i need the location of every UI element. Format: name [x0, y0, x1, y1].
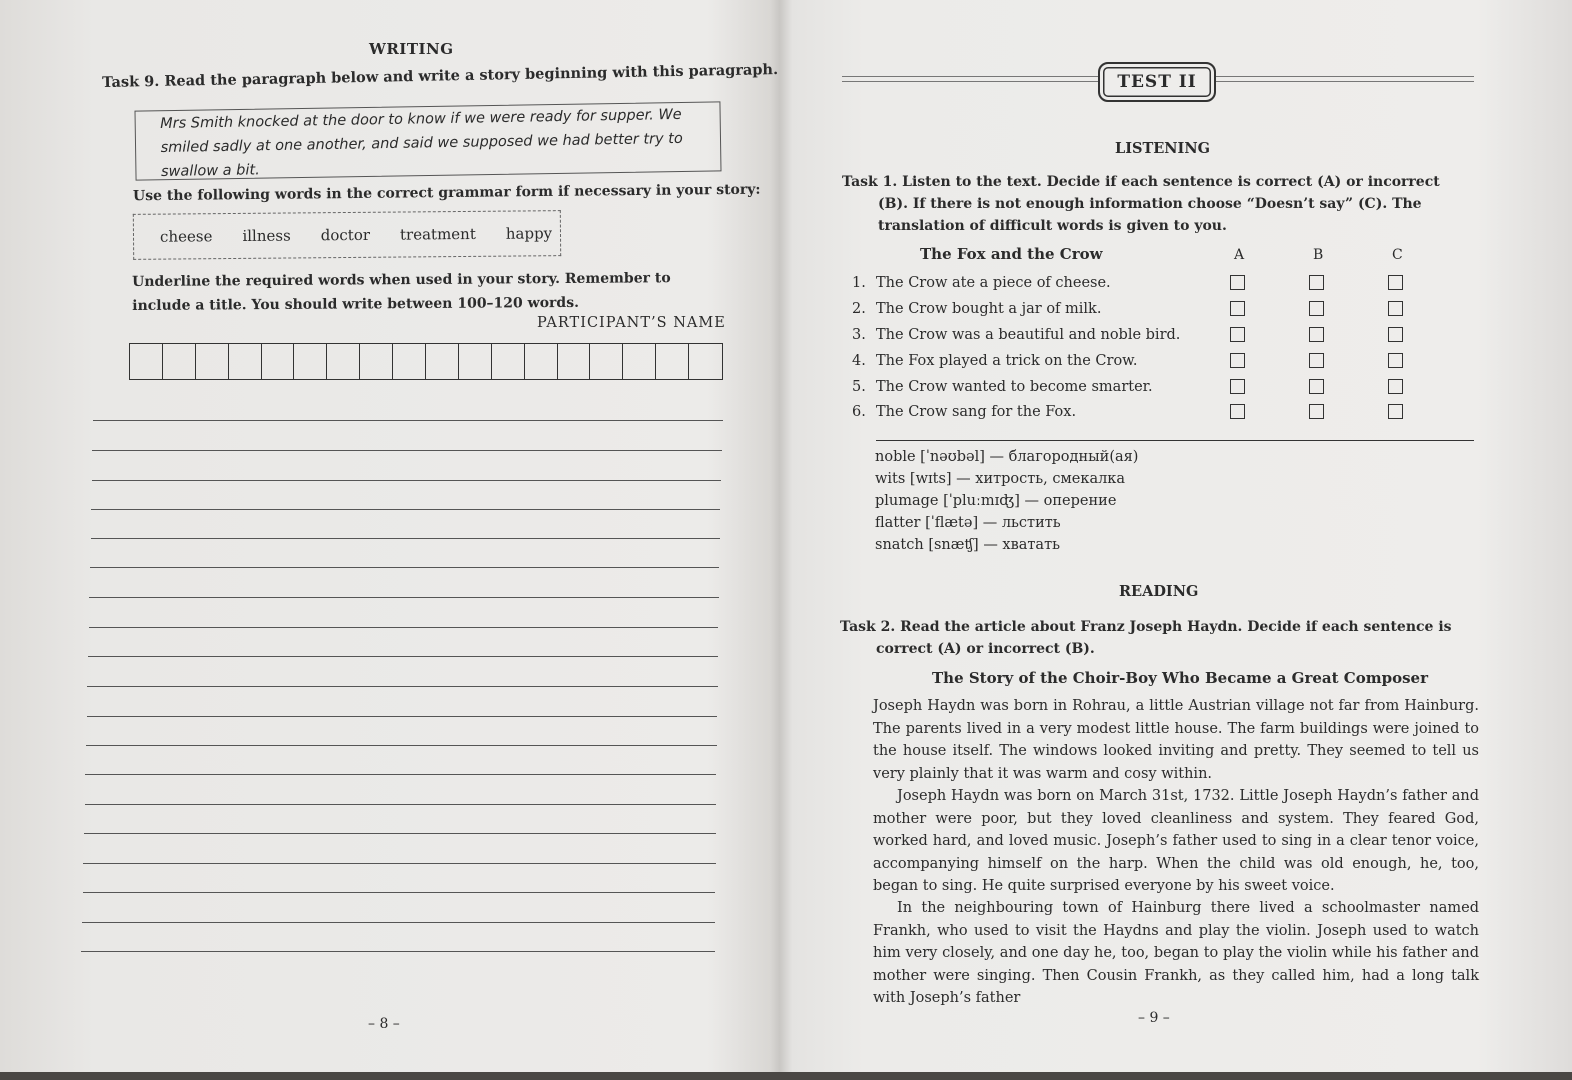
title-rule-left: [842, 76, 1098, 82]
writing-line[interactable]: [91, 509, 720, 510]
statement-number: 2.: [852, 301, 866, 317]
name-cell[interactable]: [229, 344, 262, 379]
name-cell[interactable]: [558, 344, 591, 379]
writing-heading: WRITING: [369, 40, 454, 58]
answer-checkbox-5c[interactable]: [1388, 379, 1403, 394]
name-cell[interactable]: [163, 344, 196, 379]
answer-checkbox-4b[interactable]: [1309, 353, 1324, 368]
answer-checkbox-1b[interactable]: [1309, 275, 1324, 290]
statement-text: The Crow was a beautiful and noble bird.: [876, 327, 1181, 343]
name-cell[interactable]: [590, 344, 623, 379]
writing-line[interactable]: [87, 686, 718, 687]
writing-line[interactable]: [83, 863, 716, 864]
story-title: The Story of the Choir-Boy Who Became a Great Composer: [932, 669, 1428, 687]
answer-checkbox-6a[interactable]: [1230, 404, 1245, 419]
answer-checkbox-2c[interactable]: [1388, 301, 1403, 316]
writing-line[interactable]: [92, 450, 722, 451]
glossary-entry: snatch [snæʧ] — хватать: [875, 537, 1060, 553]
test-title: TEST II: [1098, 62, 1216, 102]
statement-row: [852, 404, 1076, 420]
reading-heading: READING: [1119, 583, 1199, 600]
statement-number: 4.: [852, 353, 866, 369]
glossary-divider: [876, 440, 1474, 441]
page-number: – 9 –: [1138, 1010, 1170, 1026]
answer-checkbox-3a[interactable]: [1230, 327, 1245, 342]
page-number: – 8 –: [368, 1016, 400, 1032]
writing-line[interactable]: [93, 420, 723, 421]
statement-number: 6.: [852, 404, 866, 420]
glossary-entry: wits [wɪts] — хитрость, смекалка: [875, 471, 1126, 487]
listening-heading: LISTENING: [1115, 140, 1210, 157]
word-item: cheese: [159, 227, 213, 246]
word-item: illness: [242, 226, 291, 245]
writing-line[interactable]: [87, 716, 717, 717]
answer-checkbox-1a[interactable]: [1230, 275, 1245, 290]
statement-row: [852, 301, 1101, 317]
writing-line[interactable]: [91, 538, 720, 539]
task2-instructions: [840, 616, 1474, 660]
answer-checkbox-6c[interactable]: [1388, 404, 1403, 419]
column-header-b: B: [1313, 247, 1324, 263]
statement-text: The Crow ate a piece of cheese.: [876, 275, 1111, 291]
writing-line[interactable]: [86, 745, 717, 746]
statement-row: [852, 327, 1180, 343]
title-rule-right: [1216, 76, 1474, 82]
name-cell[interactable]: [196, 344, 229, 379]
name-cell[interactable]: [492, 344, 525, 379]
name-cell[interactable]: [393, 344, 426, 379]
column-header-a: A: [1234, 247, 1245, 263]
writing-line[interactable]: [84, 833, 716, 834]
writing-line[interactable]: [89, 597, 719, 598]
word-item: treatment: [399, 224, 476, 244]
statement-number: 1.: [852, 275, 866, 291]
writing-line[interactable]: [89, 627, 718, 628]
name-cell[interactable]: [656, 344, 689, 379]
writing-line[interactable]: [88, 656, 718, 657]
right-page: [780, 0, 1572, 1072]
answer-checkbox-2a[interactable]: [1230, 301, 1245, 316]
statement-text: The Fox played a trick on the Crow.: [876, 353, 1138, 369]
word-item: happy: [505, 224, 553, 243]
answer-checkbox-3b[interactable]: [1309, 327, 1324, 342]
answer-checkbox-5a[interactable]: [1230, 379, 1245, 394]
article-paragraph: Joseph Haydn was born in Rohrau, a little Austrian village not far from Hainburg. The parents lived in a very modest little house. The farm buildings were joined to the house itself. The windows looked inviting and pretty. They seemed to tell us very plainly that it was warm and cosy within.: [873, 698, 1479, 782]
name-cell[interactable]: [689, 344, 722, 379]
statement-number: 3.: [852, 327, 866, 343]
writing-line[interactable]: [82, 922, 715, 923]
name-cell[interactable]: [459, 344, 492, 379]
participant-name-grid[interactable]: [129, 343, 723, 380]
writing-line[interactable]: [81, 951, 715, 952]
answer-checkbox-5b[interactable]: [1309, 379, 1324, 394]
answer-checkbox-4c[interactable]: [1388, 353, 1403, 368]
answer-checkbox-4a[interactable]: [1230, 353, 1245, 368]
name-cell[interactable]: [262, 344, 295, 379]
task2-text: Task 2. Read the article about Franz Joseph Haydn. Decide if each sentence is correct (A) or incorrect (B).: [840, 619, 1452, 657]
name-cell[interactable]: [525, 344, 558, 379]
statement-text: The Crow sang for the Fox.: [876, 404, 1077, 420]
name-cell[interactable]: [360, 344, 393, 379]
answer-checkbox-6b[interactable]: [1309, 404, 1324, 419]
words-instruction: Use the following words in the correct grammar form if necessary in your story:: [132, 181, 761, 205]
column-header-c: C: [1392, 247, 1403, 263]
name-cell[interactable]: [294, 344, 327, 379]
article-paragraph: Joseph Haydn was born on March 31st, 1732. Little Joseph Haydn’s father and mother were poor, but they loved cleanliness and system. They feared God, worked hard, and loved music. Joseph’s father used to sing in a clear tenor voice, accompanying himself on the harp. When the child was old enough, he, too, began to sing. He quite surprised everyone by his sweet voice.: [873, 788, 1479, 894]
name-cell[interactable]: [130, 344, 163, 379]
writing-line[interactable]: [85, 774, 716, 775]
task1-text: Task 1. Listen to the text. Decide if each sentence is correct (A) or incorrect (B). If there is not enough information choose “Doesn’t say” (C). The translation of difficult words is given to you.: [842, 174, 1440, 234]
name-cell[interactable]: [426, 344, 459, 379]
answer-checkbox-2b[interactable]: [1309, 301, 1324, 316]
writing-line[interactable]: [83, 892, 715, 893]
left-page: [0, 0, 780, 1072]
word-item: doctor: [320, 225, 371, 245]
writing-line[interactable]: [92, 480, 721, 481]
glossary-entry: plumage [ˈpluːmɪʤ] — оперение: [875, 493, 1117, 509]
participant-name-label: PARTICIPANT’S NAME: [537, 315, 726, 331]
statement-text: The Crow bought a jar of milk.: [876, 301, 1102, 317]
statement-row: [852, 275, 1111, 291]
task1-instructions: [842, 171, 1452, 237]
statement-row: [852, 353, 1137, 369]
answer-checkbox-3c[interactable]: [1388, 327, 1403, 342]
article-paragraph: In the neighbouring town of Hainburg there lived a schoolmaster named Frankh, who used to visit the Haydns and play the violin. Joseph used to watch him very closely, and one day he, too, began to play the violin while his father and mother were singing. Then Cousin Frankh, as they called him, had a long talk with Joseph’s father: [873, 900, 1479, 1006]
table-title: The Fox and the Crow: [920, 245, 1103, 263]
name-cell[interactable]: [327, 344, 360, 379]
writing-line[interactable]: [85, 804, 716, 805]
glossary-entry: noble [ˈnəʊbəl] — благородный(ая): [875, 449, 1139, 465]
statement-row: [852, 379, 1153, 395]
writing-line[interactable]: [90, 567, 719, 568]
glossary-entry: flatter [ˈflætə] — льстить: [875, 515, 1061, 531]
name-cell[interactable]: [623, 344, 656, 379]
task9-title: Task 9. Read the paragraph below and write a story beginning with this paragraph.: [102, 61, 779, 91]
statement-number: 5.: [852, 379, 866, 395]
prompt-paragraph: Mrs Smith knocked at the door to know if we were ready for supper. We smiled sadly at one another, and said we supposed we had better try to swallow a bit.: [160, 106, 683, 180]
answer-checkbox-1c[interactable]: [1388, 275, 1403, 290]
required-words: [160, 224, 552, 245]
statement-text: The Crow wanted to become smarter.: [876, 379, 1153, 395]
underline-instruction: Underline the required words when used in your story. Remember to include a title. You should write between 100–120 words.: [132, 270, 671, 314]
